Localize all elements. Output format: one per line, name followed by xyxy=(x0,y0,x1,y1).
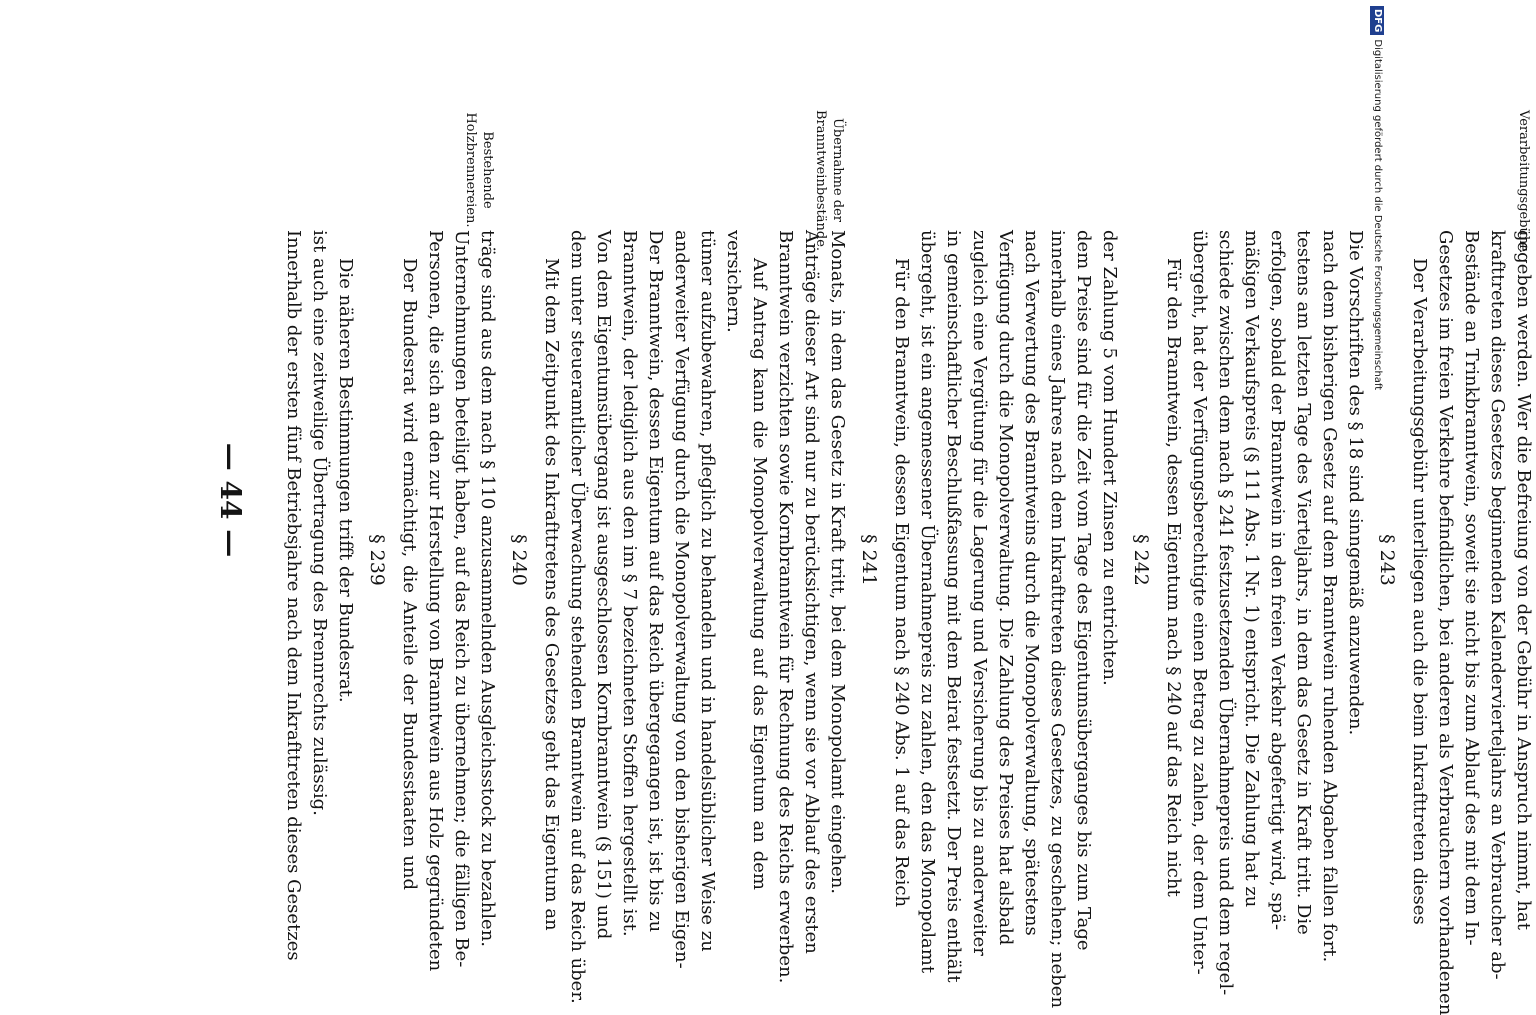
text-line: Branntwein verzichten sowie Kornbranntwein für Rechnung des Reichs erwerben. xyxy=(775,230,796,984)
dfg-logo: DFG xyxy=(1370,6,1384,35)
section-heading: § 241 xyxy=(858,534,880,586)
text-line: Branntwein, der lediglich aus den im § 7 bezeichneten Stoffen hergestellt ist. xyxy=(619,230,640,937)
section-241 xyxy=(850,110,1122,1009)
section-heading: § 242 xyxy=(1130,534,1152,586)
text-line: nach Verwertung des Branntweins durch die Monopolverwaltung, spätestens xyxy=(1021,230,1042,936)
section-239 xyxy=(358,110,500,972)
text-line: mäßigen Verkaufspreis (§ 111 Abs. 1 Nr. 1) entspricht. Die Zahlung hat zu xyxy=(1241,230,1262,908)
text-line: Mit dem Zeitpunkt des Inkrafttretens des Gesetzes geht das Eigentum an xyxy=(541,258,562,931)
text-line: Von dem Eigentumsübergang ist ausgeschlossen Kornbranntwein (§ 151) und xyxy=(593,230,614,940)
text-line: innerhalb eines Jahres nach dem Inkrafttreten dieses Gesetzes, zu geschehen; neben xyxy=(1047,230,1068,1009)
text-line: Der Bundesrat wird ermächtigt, die Anteile der Bundesstaaten und xyxy=(399,258,420,890)
text-line: Bestände an Trinkbranntwein, soweit sie nicht bis zum Ablauf des mit dem In- xyxy=(1461,230,1482,946)
text-line: gegeben werden. Wer die Befreiung von der Gebühr in Anspruch nimmt, hat xyxy=(1513,230,1534,930)
section-heading: § 243 xyxy=(1376,534,1398,586)
text-line: anderweiter Verfügung durch die Monopolverwaltung von den bisherigen Eigen- xyxy=(671,230,692,969)
marginal-note: Bestehende Holzbrennereien. xyxy=(463,112,495,228)
text-line: Der Verarbeitungsgebühr unterliegen auch die beim Inkrafttreten dieses xyxy=(1409,258,1430,925)
section-heading: § 239 xyxy=(366,534,388,586)
marginal-note: Verarbeitungsgebühr. xyxy=(1516,110,1531,254)
text-line: nach dem bisherigen Gesetz auf dem Branntwein ruhenden Abgaben fallen fort. xyxy=(1319,230,1340,963)
intro-block xyxy=(280,110,358,961)
text-line: übergeht, ist ein angemessener Übernahmepreis zu zahlen, den das Monopolamt xyxy=(917,230,938,974)
text-line: Verfügung durch die Monopolverwaltung. Die Zahlung des Preises hat alsbald xyxy=(995,230,1016,946)
section-242 xyxy=(1122,110,1368,996)
credit-text: Digitalisierung gefördert durch die Deutsche Forschungsgemeinschaft xyxy=(1372,39,1383,391)
text-line: Für den Branntwein, dessen Eigentum nach § 240 Abs. 1 auf das Reich xyxy=(891,258,912,908)
text-line: schiede zwischen dem nach § 241 festzusetzenden Übernahmepreis und dem regel- xyxy=(1215,230,1236,996)
digitization-credit xyxy=(1370,6,1384,986)
text-line: Auf Antrag kann die Monopolverwaltung auf das Eigentum an dem xyxy=(749,258,770,890)
intro-lines xyxy=(280,230,358,961)
text-line: testens am letzten Tage des Vierteljahrs, in dem das Gesetz in Kraft tritt. Die xyxy=(1293,230,1314,935)
text-line: zugleich eine Vergütung für die Lagerung und Versicherung bis zu anderweiter xyxy=(969,230,990,956)
text-line: tümer aufzubewahren, pfleglich zu behandeln und in handelsüblicher Weise zu xyxy=(697,230,718,952)
text-line: träge sind aus dem nach § 110 anzusammelnden Ausgleichsstock zu bezahlen. xyxy=(477,230,498,948)
section-240 xyxy=(500,110,850,1004)
text-line: versichern. xyxy=(723,230,744,333)
text-line: Innerhalb der ersten fünf Betriebsjahre nach dem Inkrafttreten dieses Gesetzes xyxy=(283,230,304,961)
text-line: übergeht, hat der Verfügungsberechtigte einen Betrag zu zahlen, der dem Unter- xyxy=(1189,230,1210,975)
section-243 xyxy=(1368,110,1536,1015)
text-line: Für den Branntwein, dessen Eigentum nach § 240 auf das Reich nicht xyxy=(1163,258,1184,897)
text-line: Der Branntwein, dessen Eigentum auf das Reich übergegangen ist, ist bis zu xyxy=(645,230,666,933)
text-line: Unternehmungen beteiligt haben, auf das Reich zu übernehmen; die fälligen Be- xyxy=(451,230,472,968)
text-line: dem unter steueramtlicher Überwachung stehenden Branntwein auf das Reich über. xyxy=(567,230,588,1004)
text-line: der Zahlung 5 vom Hundert Zinsen zu entrichten. xyxy=(1099,230,1120,686)
text-line: erfolgen, sobald der Branntwein in den freien Verkehr abgefertigt wird, spä- xyxy=(1267,230,1288,931)
text-line: Die Vorschriften des § 18 sind sinngemäß anzuwenden. xyxy=(1345,230,1366,736)
text-line: krafttreten dieses Gesetzes beginnenden Kalendervierteljahrs an Verbraucher ab- xyxy=(1487,230,1508,980)
text-line: ist auch eine zeitweilige Übertragung des Brennrechts zulässig. xyxy=(309,230,330,816)
text-line: Monats, in dem das Gesetz in Kraft tritt, bei dem Monopolamt eingehen. xyxy=(827,230,848,895)
section-heading: § 240 xyxy=(508,534,530,586)
text-line: Personen, die sich an den zur Herstellung von Branntwein aus Holz gegründeten xyxy=(425,230,446,972)
page-number: — 44 — xyxy=(214,442,247,558)
text-line: dem Preise sind für die Zeit vom Tage des Eigentumsüberganges bis zum Tage xyxy=(1073,230,1094,951)
marginal-note: Übernahme der Branntweinbestände. xyxy=(813,110,845,252)
text-line: in gemeinschaftlicher Beschlußfassung mit dem Beirat festsetzt. Der Preis enthält xyxy=(943,230,964,983)
text-line: Gesetzes im freien Verkehre befindlichen, bei anderen als Verbrauchern vorhandenen xyxy=(1435,230,1456,1015)
text-line: Die näheren Bestimmungen trifft der Bundesrat. xyxy=(335,258,356,703)
text-line: Anträge dieser Art sind nur zu berücksichtigen, wenn sie vor Ablauf des ersten xyxy=(801,230,822,954)
